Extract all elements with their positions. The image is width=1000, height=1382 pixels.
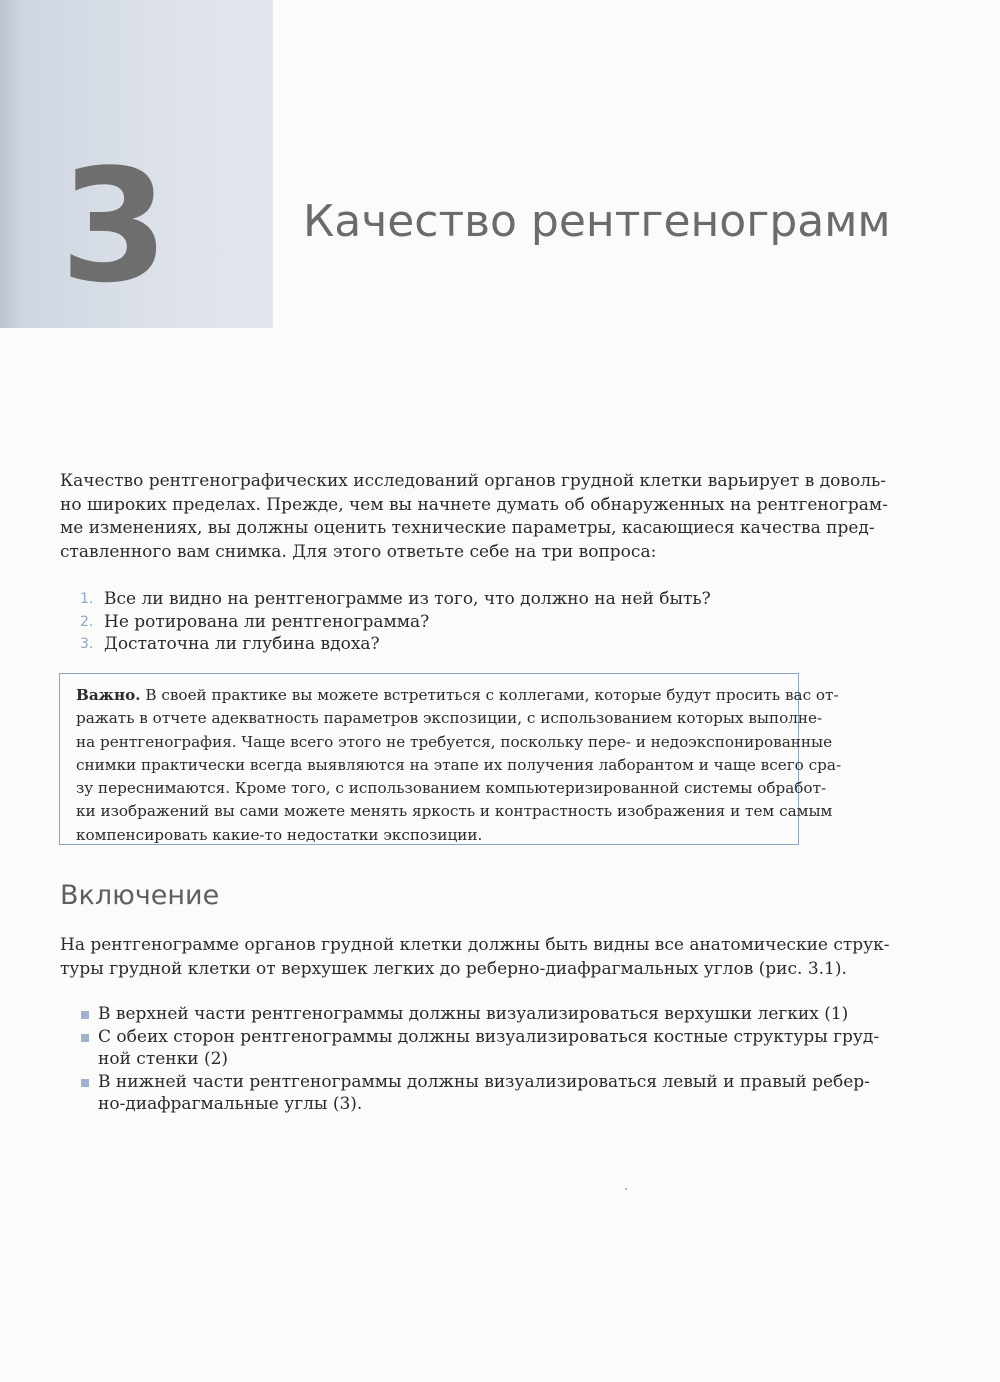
list-number: 3. <box>80 636 94 652</box>
important-line: компенсировать какие-то недостатки экспозиции. <box>76 825 483 844</box>
section-heading: Включение <box>60 880 220 911</box>
questions-list <box>80 588 711 656</box>
important-label: Важно. <box>76 686 141 704</box>
bullet-line: С обеих сторон рентгенограммы должны визуализироваться костные структуры груд- <box>98 1026 880 1047</box>
intro-line: но широких пределах. Прежде, чем вы начнете думать об обнаруженных на рентгенограм- <box>60 494 888 515</box>
bullet-line: В нижней части рентгенограммы должны визуализироваться левый и правый ребер- <box>98 1071 870 1092</box>
list-item <box>80 588 711 611</box>
intro-line: ставленного вам снимка. Для этого ответьте себе на три вопроса: <box>60 541 657 562</box>
question-text: Достаточна ли глубина вдоха? <box>104 634 380 654</box>
intro-paragraph <box>60 470 888 564</box>
page-speck <box>625 1188 627 1190</box>
important-line <box>76 684 839 707</box>
important-line: ки изображений вы сами можете менять яркость и контрастность изображения и тем самым <box>76 802 833 821</box>
chapter-title: Качество рентгенограмм <box>303 196 891 247</box>
paragraph-line: туры грудной клетки от верхушек легких до реберно-диафрагмальных углов (рис. 3.1). <box>60 958 847 979</box>
bullet-line: ной стенки (2) <box>98 1049 229 1069</box>
important-line: ражать в отчете адекватность параметров экспозиции, с использованием которых выполне- <box>76 709 823 728</box>
important-line: зу переснимаются. Кроме того, с использованием компьютеризированной системы обработ- <box>76 779 827 798</box>
list-item <box>80 611 711 634</box>
list-item <box>80 1026 880 1071</box>
section-paragraph <box>60 934 890 981</box>
intro-line: Качество рентгенографических исследований органов грудной клетки варьирует в доволь- <box>60 471 887 491</box>
bullet-line: но-диафрагмальные углы (3). <box>98 1094 363 1114</box>
important-line: снимки практически всегда выявляются на этапе их получения лаборантом и чаще всего сра- <box>76 755 842 774</box>
list-item <box>80 1003 849 1026</box>
intro-line: ме изменениях, вы должны оценить технические параметры, касающиеся качества пред- <box>60 518 875 538</box>
list-item <box>80 633 711 656</box>
list-item <box>80 1071 870 1116</box>
square-bullet-icon <box>81 1034 89 1042</box>
important-first-line: В своей практике вы можете встретиться с коллегами, которые будут просить вас от- <box>140 686 839 704</box>
important-note-box <box>59 673 842 845</box>
important-line: на рентгенография. Чаще всего этого не требуется, поскольку пере- и недоэкспонированные <box>76 732 833 751</box>
bullet-line: В верхней части рентгенограммы должны визуализироваться верхушки легких (1) <box>98 1004 849 1024</box>
list-number: 1. <box>80 591 94 607</box>
list-number: 2. <box>80 613 94 630</box>
square-bullet-icon <box>81 1011 89 1019</box>
square-bullet-icon <box>81 1079 89 1087</box>
question-text: Не ротирована ли рентгенограмма? <box>104 611 430 632</box>
bullet-list <box>80 1003 880 1116</box>
paragraph-line: На рентгенограмме органов грудной клетки должны быть видны все анатомические струк- <box>60 935 890 955</box>
question-text: Все ли видно на рентгенограмме из того, что должно на ней быть? <box>104 589 711 609</box>
chapter-number: 3 <box>60 135 165 317</box>
